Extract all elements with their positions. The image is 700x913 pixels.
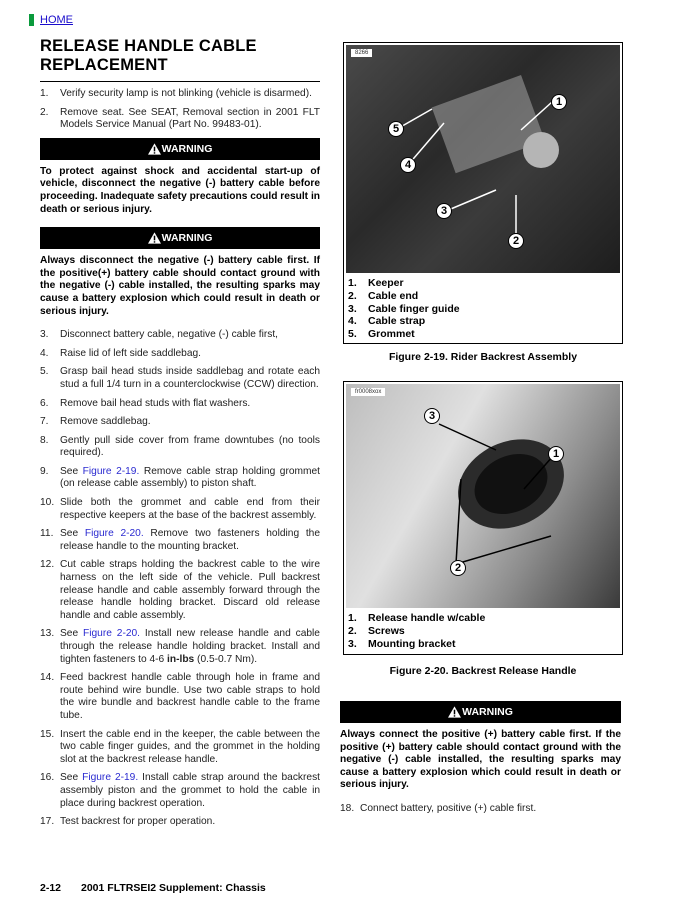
legend-number: 3. (348, 637, 357, 650)
step-number: 17. (40, 816, 55, 828)
legend-label: Grommet (368, 328, 415, 341)
steps-list-b (40, 329, 320, 829)
steps-list-a (40, 88, 320, 132)
step-number: 4. (40, 347, 49, 359)
step-text (60, 435, 320, 460)
step-number: 12. (40, 559, 55, 571)
figure-caption-2-19: Figure 2-19. Rider Backrest Assembly (388, 351, 578, 363)
left-column (40, 88, 320, 835)
figure-2-20 (343, 381, 623, 655)
warning-header (40, 227, 320, 249)
photo-id-label: 8266 (351, 49, 372, 57)
step-item (40, 628, 320, 666)
step-text (60, 366, 320, 391)
callout-3: 3 (436, 203, 452, 219)
step-number: 8. (40, 434, 49, 446)
warning-text: To protect against shock and accidental start-up of vehicle, disconnect the negative (-) battery cable before proceeding. Inadequate safety precautions could result in death or serious injury. (40, 165, 320, 215)
step-body: Gently pull side cover from frame downtubes (no tools required). (60, 434, 320, 459)
figure-caption-2-20: Figure 2-20. Backrest Release Handle (389, 665, 577, 677)
step-number: 1. (40, 88, 49, 99)
step-text (60, 497, 320, 522)
step-item (40, 329, 320, 342)
legend-item (348, 303, 618, 316)
step-item (40, 348, 320, 361)
step-text: Remove seat. See SEAT, Removal section in 2001 FLT Models Service Manual (Part No. 99483-01). (60, 106, 320, 131)
legend-number: 2. (348, 624, 357, 637)
step-body: Feed backrest handle cable through hole in frame and route behind wire bundle. Use two cable straps to hold the wire bundle and backrest handle cable to the frame tube. (60, 672, 320, 721)
legend-number: 3. (348, 302, 357, 315)
warning-label: WARNING (161, 142, 213, 155)
step-item (40, 416, 320, 429)
legend-label: Cable finger guide (368, 302, 460, 315)
step-body: Test backrest for proper operation. (60, 816, 216, 828)
warning-header (340, 701, 621, 723)
step-text (60, 729, 320, 767)
legend-number: 2. (348, 289, 357, 302)
step-item (40, 435, 320, 460)
step-body: Install new release handle and cable through the release handle holding bracket. Install and tighten fasteners to 4-6 (60, 628, 320, 665)
figure-link[interactable]: Figure 2-19. (82, 465, 140, 477)
step-text (60, 559, 320, 622)
warning-box-1 (40, 138, 320, 216)
step-number: 14. (40, 672, 55, 684)
step-number: 18. (340, 802, 355, 814)
step-number: 16. (40, 772, 55, 784)
legend-label: Cable strap (368, 315, 426, 328)
step-text: Connect battery, positive (+) cable first. (360, 802, 537, 814)
callout-leader-lines (346, 45, 620, 273)
callout-2: 2 (450, 560, 466, 576)
callout-5: 5 (388, 121, 404, 137)
warning-box-2 (40, 227, 320, 318)
photo-id-label: fr0008xox (351, 388, 385, 396)
callout-leader-lines (346, 384, 620, 608)
step-text (60, 528, 320, 553)
see-prefix: See (60, 628, 84, 640)
step-number: 11. (40, 528, 54, 540)
legend-item (348, 612, 618, 625)
see-prefix: See (60, 465, 83, 477)
step-body: Grasp bail head studs inside saddlebag and rotate each stud a full 1/4 turn in a counterclockwise (CCW) direction. (60, 366, 320, 390)
step-body: Remove bail head studs with flat washers. (60, 397, 251, 409)
step-number: 5. (40, 366, 49, 378)
step-tail: (0.5-0.7 Nm). (194, 653, 258, 665)
step-text (60, 348, 320, 361)
step-body: Insert the cable end in the keeper, the cable between the two cable finger guides, and the grommet in the holding slot at the backrest release handle. (60, 728, 320, 765)
warning-label: WARNING (161, 232, 213, 245)
legend-number: 1. (348, 612, 357, 624)
step-item (40, 366, 320, 391)
step-item (40, 772, 320, 810)
step-body: Cut cable straps holding the backrest cable to the wire harness on the left side of the vehicle. Pull backrest release handle and cable assembly forward through the release handle holding bracket. Discard old release handle and cable assembly. (60, 559, 320, 621)
legend-label: Screws (368, 624, 405, 637)
step-number: 2. (40, 106, 49, 118)
step-body: Remove saddlebag. (60, 416, 151, 428)
legend-label: Keeper (368, 277, 404, 289)
step-item (40, 466, 320, 491)
step-item (40, 672, 320, 722)
legend-label: Release handle w/cable (368, 612, 486, 624)
right-column (340, 697, 621, 822)
step-item (340, 803, 621, 816)
legend-item (348, 277, 618, 290)
step-body: Remove two fasteners holding the release handle to the mounting bracket. (60, 528, 320, 552)
step-text (60, 398, 320, 411)
step-item (40, 398, 320, 411)
home-link[interactable]: HOME (40, 13, 73, 26)
legend-item (348, 638, 618, 651)
step-number: 13. (40, 628, 55, 640)
see-prefix: See (60, 772, 83, 784)
figure-link[interactable]: Figure 2-19. (82, 772, 139, 784)
step-body: Raise lid of left side saddlebag. (60, 347, 202, 359)
step-item (40, 729, 320, 767)
figure-legend (344, 275, 622, 341)
warning-triangle-icon (148, 143, 161, 155)
step-text (60, 772, 320, 810)
step-text (60, 416, 320, 429)
page-title: RELEASE HANDLE CABLE REPLACEMENT (40, 37, 257, 74)
warning-text: Always connect the positive (+) battery cable first. If the positive (+) battery cable should contact ground with the negative (-) cable installed, the resulting sparks may cause a battery explosion which could result in death or serious injury. (340, 729, 621, 791)
step-item (40, 528, 320, 553)
warning-header (40, 138, 320, 160)
home-nav (29, 13, 73, 26)
legend-item (348, 290, 618, 303)
callout-1: 1 (548, 446, 564, 462)
warning-box-3 (340, 701, 621, 792)
warning-triangle-icon (448, 706, 461, 718)
step-text: Verify security lamp is not blinking (vehicle is disarmed). (60, 88, 312, 99)
step-text (60, 816, 320, 829)
step-item (40, 559, 320, 622)
warning-triangle-icon (148, 232, 161, 244)
callout-1: 1 (551, 94, 567, 110)
step-number: 3. (40, 329, 49, 341)
step-body: Disconnect battery cable, negative (-) cable first, (60, 329, 278, 341)
step-text (60, 672, 320, 722)
step-number: 10. (40, 497, 55, 509)
step-item (40, 816, 320, 829)
step-body: Slide both the grommet and cable end from their respective keepers at the base of the backrest assembly. (60, 497, 320, 521)
warning-text: Always disconnect the negative (-) battery cable first. If the positive(+) battery cable should contact ground with the negative (-) cable installed, the resulting sparks may cause a battery explosion which could result in death or serious injury. (40, 255, 320, 317)
step-number: 15. (40, 728, 55, 740)
see-prefix: See (60, 528, 85, 540)
page-footer (40, 882, 266, 894)
title-divider (40, 81, 320, 82)
legend-label: Mounting bracket (368, 637, 456, 650)
warning-label: WARNING (462, 706, 513, 718)
step-number: 6. (40, 397, 49, 409)
step-item (40, 107, 320, 132)
page-number: 2-12 (40, 882, 62, 894)
step-number: 9. (40, 465, 49, 477)
callout-4: 4 (400, 157, 416, 173)
legend-number: 1. (348, 277, 357, 289)
callout-3: 3 (424, 408, 440, 424)
footer-title: 2001 FLTRSEI2 Supplement: Chassis (81, 882, 266, 894)
step-item (40, 88, 320, 101)
legend-number: 4. (348, 315, 357, 328)
step-text (60, 329, 320, 342)
callout-2: 2 (508, 233, 524, 249)
step-text (60, 466, 320, 491)
torque-unit: in-lbs (167, 653, 195, 665)
figure-2-19 (343, 42, 623, 344)
legend-item (348, 315, 618, 328)
figure-link[interactable]: Figure 2-20. (83, 628, 140, 640)
figure-legend (344, 610, 622, 650)
step-body: Remove cable strap holding grommet (on release cable assembly) to piston shaft. (60, 465, 320, 490)
step-item (40, 497, 320, 522)
step-text (60, 628, 320, 666)
legend-item (348, 328, 618, 341)
figure-photo (346, 45, 620, 273)
legend-label: Cable end (368, 289, 419, 302)
legend-number: 5. (348, 328, 357, 341)
figure-link[interactable]: Figure 2-20. (84, 528, 144, 540)
legend-item (348, 625, 618, 638)
home-marker (29, 14, 34, 26)
step-number: 7. (40, 416, 49, 428)
figure-photo (346, 384, 620, 608)
steps-list-c (340, 803, 621, 816)
step-body: Install cable strap around the backrest assembly piston and the grommet to hold the cable in place during backrest operation. (60, 772, 321, 809)
